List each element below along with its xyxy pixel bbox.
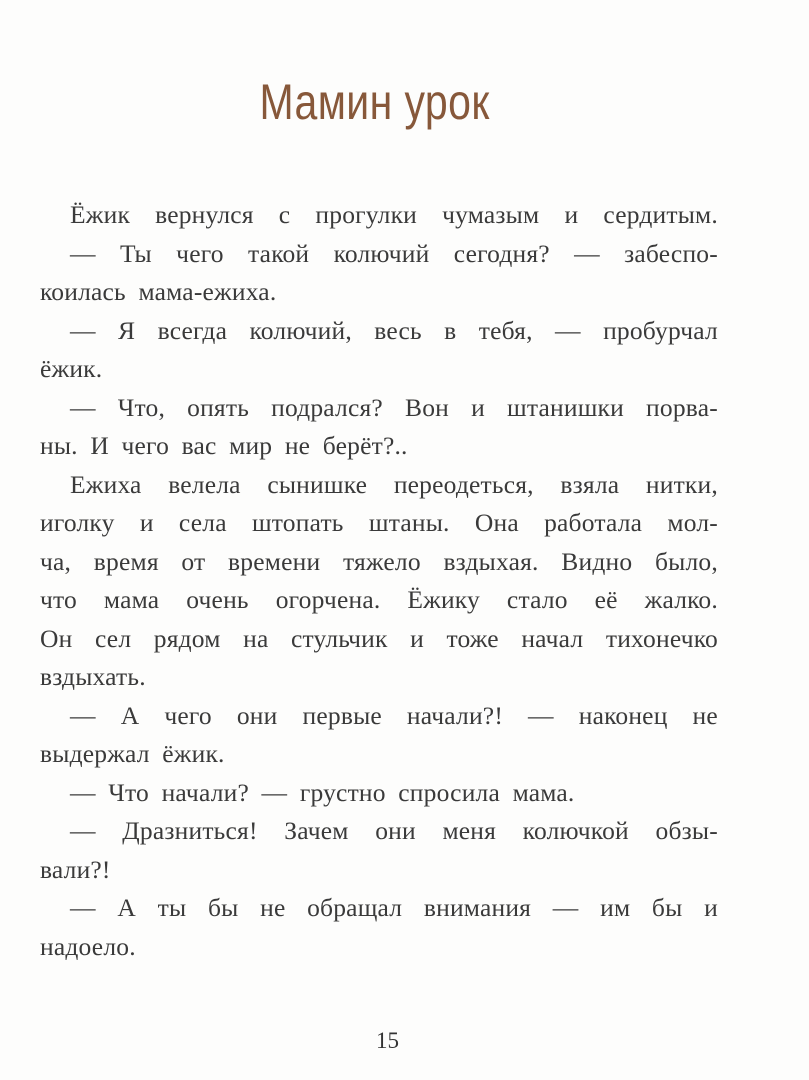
word: жалко.: [644, 585, 718, 614]
word: колючий: [333, 238, 430, 268]
word: стало: [506, 585, 568, 614]
word: сердитым.: [603, 200, 718, 229]
text-line: коилась мама-ежиха.: [40, 277, 277, 306]
word: внимания: [423, 893, 532, 922]
word: чего: [164, 700, 212, 730]
word: подрался?: [271, 392, 383, 422]
word: бы: [207, 893, 239, 922]
word: села: [178, 508, 227, 537]
word: —: [552, 893, 579, 922]
word: штопать: [251, 508, 344, 537]
word: такой: [248, 238, 310, 268]
word: штаны.: [368, 508, 450, 537]
word: и: [704, 893, 718, 922]
word: первые: [302, 700, 382, 730]
word: тихонечко: [605, 623, 718, 653]
word: очень: [186, 585, 249, 614]
word: что: [40, 585, 77, 614]
word: Дразниться!: [122, 816, 258, 845]
word: иголку: [40, 508, 115, 537]
word: забеспо-: [624, 238, 718, 268]
word: тяжело: [342, 546, 421, 576]
word: её: [594, 585, 618, 614]
word: Она: [474, 508, 519, 537]
page-number: 15: [376, 1028, 399, 1053]
text-line: вздыхать.: [40, 662, 146, 691]
word: мама: [103, 585, 160, 614]
text-line: ёжик.: [40, 354, 103, 383]
word: порва-: [646, 392, 718, 422]
word: Я: [118, 315, 136, 345]
text-line: надоело.: [40, 931, 136, 961]
word: велела: [168, 469, 241, 499]
word: меня: [442, 816, 497, 845]
word: —: [574, 238, 600, 268]
word: наконец: [578, 700, 668, 730]
word: Ёжику: [407, 585, 480, 614]
word: чумазым: [442, 200, 540, 229]
word: тоже: [446, 623, 499, 653]
story-text: [40, 196, 718, 966]
word: Ты: [120, 238, 152, 268]
word: было,: [654, 546, 718, 576]
word: начал: [521, 623, 584, 653]
word: чего: [176, 238, 224, 268]
word: и: [410, 623, 424, 653]
word: —: [528, 700, 554, 730]
word: и: [471, 392, 485, 422]
word: они: [236, 700, 278, 730]
word: время: [93, 546, 159, 576]
word: тебя,: [478, 315, 533, 345]
word: обращал: [307, 893, 403, 922]
word: и: [564, 200, 579, 229]
word: взяла: [560, 469, 620, 499]
word: Зачем: [284, 816, 349, 845]
text-line: [40, 697, 718, 736]
word: сел: [94, 623, 132, 653]
word: штанишки: [507, 392, 624, 422]
word: Что,: [117, 392, 166, 422]
word: Ёжик: [70, 200, 131, 229]
word: на: [243, 623, 269, 653]
text-line: [40, 620, 718, 659]
word: не: [260, 893, 286, 922]
word: работала: [544, 508, 643, 537]
word: с: [278, 200, 291, 229]
text-line: [40, 235, 718, 274]
word: Он: [40, 623, 73, 653]
word: весь: [374, 315, 422, 345]
word: им: [600, 893, 631, 922]
text-line: [40, 889, 718, 928]
chapter-title: Мамин урок: [259, 74, 490, 130]
word: —: [70, 238, 96, 268]
word: вздыхая.: [443, 546, 539, 576]
text-line: [40, 466, 718, 505]
word: и: [139, 508, 154, 537]
word: —: [70, 315, 96, 345]
word: —: [70, 392, 96, 422]
word: вернулся: [155, 200, 254, 229]
word: пробурчал: [603, 315, 718, 345]
word: рядом: [153, 623, 221, 653]
word: сегодня?: [453, 238, 550, 268]
word: всегда: [157, 315, 228, 345]
word: обзы-: [655, 816, 718, 845]
word: ча,: [40, 546, 72, 576]
word: —: [555, 315, 581, 345]
word: —: [70, 700, 96, 730]
word: времени: [228, 546, 321, 576]
word: колючкой: [522, 816, 629, 845]
word: не: [692, 700, 718, 730]
word: нитки,: [645, 469, 718, 499]
word: от: [181, 546, 206, 576]
text-line: [40, 581, 718, 620]
word: огорчена.: [275, 585, 381, 614]
word: опять: [187, 392, 250, 422]
text-line: ны. И чего вас мир не берёт?..: [40, 431, 408, 460]
word: сынишке: [267, 469, 368, 499]
word: колючий,: [249, 315, 352, 345]
word: Вон: [405, 392, 450, 422]
word: —: [70, 893, 96, 922]
word: начали?!: [406, 700, 504, 730]
text-line: [40, 196, 718, 235]
text-line: — Что начали? — грустно спросила мама.: [70, 777, 575, 807]
text-line: [40, 312, 718, 351]
text-line: [40, 389, 718, 428]
word: —: [70, 816, 96, 845]
text-line: вали?!: [40, 854, 111, 884]
text-line: выдержал ёжик.: [40, 739, 225, 768]
word: они: [375, 816, 416, 845]
word: ты: [157, 893, 187, 922]
text-line: [40, 504, 718, 543]
word: в: [444, 315, 457, 345]
text-line: [40, 543, 718, 582]
word: Видно: [561, 546, 633, 576]
text-line: [40, 812, 718, 851]
word: Ежиха: [70, 469, 142, 499]
word: мол-: [667, 508, 718, 537]
word: прогулки: [315, 200, 418, 229]
word: бы: [651, 893, 683, 922]
word: А: [117, 893, 136, 922]
word: переодеться,: [393, 469, 534, 499]
word: А: [120, 700, 140, 730]
word: стульчик: [290, 623, 388, 653]
